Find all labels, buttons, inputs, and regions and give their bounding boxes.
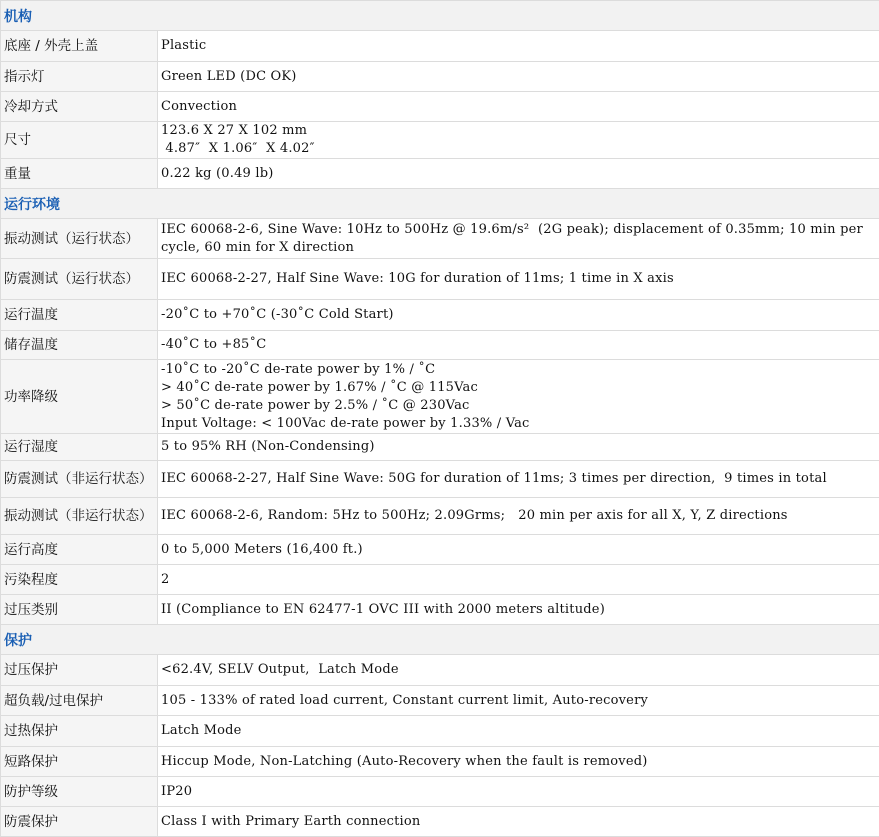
- spec-value: 105 - 133% of rated load current, Constant current limit, Auto-recovery: [158, 686, 879, 716]
- spec-value: Green LED (DC OK): [158, 62, 879, 92]
- spec-label: 运行温度: [1, 300, 158, 331]
- spec-label: 指示灯: [1, 62, 158, 92]
- spec-row: [1, 300, 879, 331]
- spec-row: [1, 219, 879, 259]
- spec-row: [1, 747, 879, 777]
- spec-label: 过压类别: [1, 595, 158, 625]
- spec-value: 2: [158, 565, 879, 595]
- spec-label: 超负载/过电保护: [1, 686, 158, 716]
- spec-value: IEC 60068-2-27, Half Sine Wave: 10G for duration of 11ms; 1 time in X axis: [158, 259, 879, 300]
- spec-value: Class I with Primary Earth connection: [158, 807, 879, 837]
- spec-label: 污染程度: [1, 565, 158, 595]
- spec-value: <62.4V, SELV Output, Latch Mode: [158, 655, 879, 686]
- spec-value: IEC 60068-2-6, Random: 5Hz to 500Hz; 2.09Grms; 20 min per axis for all X, Y, Z directions: [158, 498, 879, 535]
- section-title: 运行环境: [1, 189, 879, 219]
- spec-value: -20˚C to +70˚C (-30˚C Cold Start): [158, 300, 879, 331]
- spec-label: 尺寸: [1, 122, 158, 159]
- spec-value: 5 to 95% RH (Non-Condensing): [158, 434, 879, 461]
- spec-label: 防震测试（非运行状态）: [1, 461, 158, 498]
- spec-row: [1, 807, 879, 837]
- spec-value: Plastic: [158, 31, 879, 62]
- spec-label: 过热保护: [1, 716, 158, 747]
- spec-row: [1, 686, 879, 716]
- spec-row: [1, 498, 879, 535]
- spec-label: 重量: [1, 159, 158, 189]
- spec-label: 过压保护: [1, 655, 158, 686]
- spec-value: Hiccup Mode, Non-Latching (Auto-Recovery when the fault is removed): [158, 747, 879, 777]
- spec-row: [1, 62, 879, 92]
- spec-row: [1, 360, 879, 434]
- spec-label: 冷却方式: [1, 92, 158, 122]
- spec-label: 振动测试（运行状态）: [1, 219, 158, 259]
- spec-label: 储存温度: [1, 331, 158, 360]
- spec-label: 运行湿度: [1, 434, 158, 461]
- spec-row: [1, 716, 879, 747]
- spec-value: 0.22 kg (0.49 lb): [158, 159, 879, 189]
- spec-row: [1, 655, 879, 686]
- section-header-protection: [1, 625, 879, 655]
- section-title: 机构: [1, 1, 879, 31]
- spec-row: [1, 92, 879, 122]
- spec-label: 振动测试（非运行状态）: [1, 498, 158, 535]
- section-header-mechanical: [1, 1, 879, 31]
- spec-value: Convection: [158, 92, 879, 122]
- spec-label: 防震测试（运行状态）: [1, 259, 158, 300]
- spec-label: 防震保护: [1, 807, 158, 837]
- spec-row: [1, 331, 879, 360]
- spec-row: [1, 122, 879, 159]
- spec-row: [1, 259, 879, 300]
- spec-value: IP20: [158, 777, 879, 807]
- section-title: 保护: [1, 625, 879, 655]
- spec-row: [1, 159, 879, 189]
- spec-label: 防护等级: [1, 777, 158, 807]
- spec-value: -40˚C to +85˚C: [158, 331, 879, 360]
- spec-value: II (Compliance to EN 62477-1 OVC III with 2000 meters altitude): [158, 595, 879, 625]
- spec-value: -10˚C to -20˚C de-rate power by 1% / ˚C > 40˚C de-rate power by 1.67% / ˚C @ 115Vac > 50˚C de-rate power by 2.5% / ˚C @ 230Vac Input Voltage: < 100Vac de-rate power by 1.33% / Vac: [158, 360, 879, 434]
- spec-label: 短路保护: [1, 747, 158, 777]
- spec-row: [1, 31, 879, 62]
- spec-row: [1, 535, 879, 565]
- spec-row: [1, 461, 879, 498]
- spec-label: 功率降级: [1, 360, 158, 434]
- spec-value: IEC 60068-2-6, Sine Wave: 10Hz to 500Hz @ 19.6m/s² (2G peak); displacement of 0.35mm; 10 min per cycle, 60 min for X direction: [158, 219, 879, 259]
- spec-value: IEC 60068-2-27, Half Sine Wave: 50G for duration of 11ms; 3 times per direction, 9 times in total: [158, 461, 879, 498]
- spec-row: [1, 595, 879, 625]
- section-header-environment: [1, 189, 879, 219]
- spec-value: 123.6 X 27 X 102 mm 4.87″ X 1.06″ X 4.02″: [158, 122, 879, 159]
- spec-label: 底座 / 外壳上盖: [1, 31, 158, 62]
- spec-row: [1, 434, 879, 461]
- spec-row: [1, 777, 879, 807]
- spec-label: 运行高度: [1, 535, 158, 565]
- spec-row: [1, 565, 879, 595]
- spec-value: 0 to 5,000 Meters (16,400 ft.): [158, 535, 879, 565]
- spec-value: Latch Mode: [158, 716, 879, 747]
